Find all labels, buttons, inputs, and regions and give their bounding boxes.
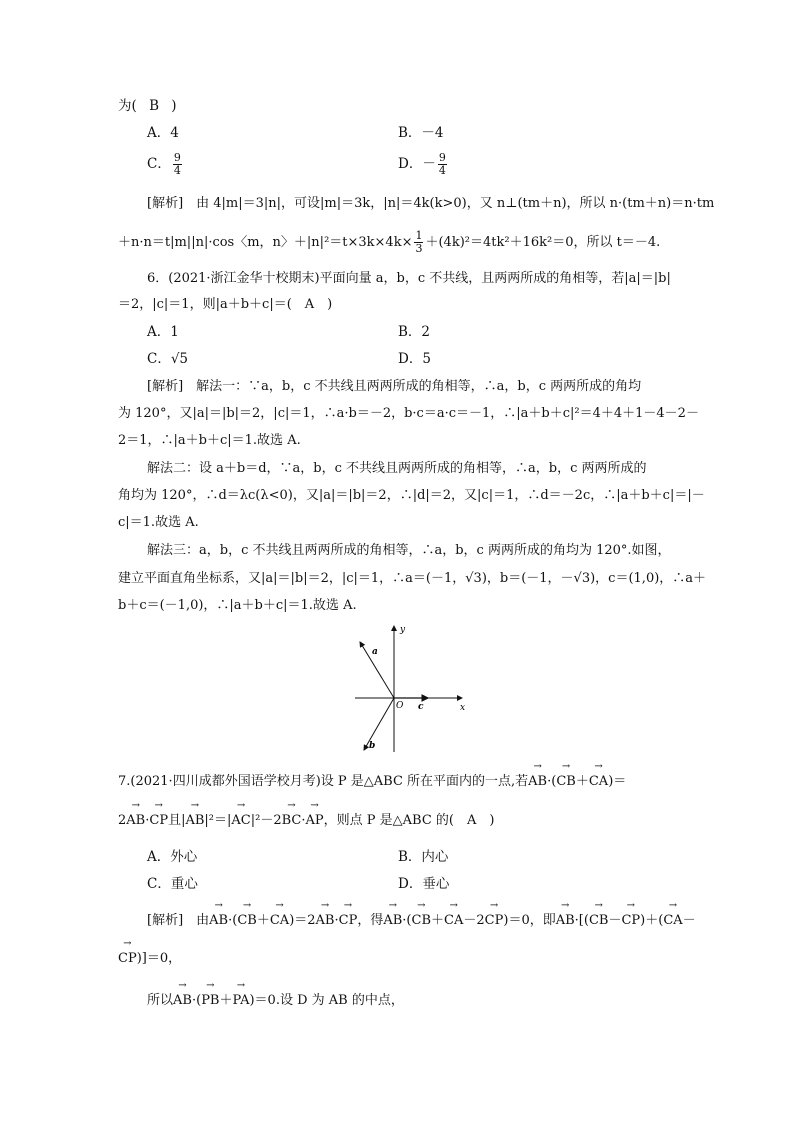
q7-solution-line3: 所以→ AB·(→ PB＋→ PA)＝0.设 D 为 AB 的中点， [147,992,404,1010]
vector-bc: → BC [282,812,302,830]
vector-cb: → CB [412,912,432,930]
q7-stem-end: ，则点 P 是△ABC 的( A ) [323,813,495,828]
q5-option-d [398,152,449,177]
frac-den: 4 [173,164,181,177]
vector-ab: → AB [185,812,204,830]
q6-sol2-line1: 解法二：设 a＋b＝d，∵a，b，c 不共线且两两所成的角相等，∴a，b，c 两两所成的 [147,461,647,476]
vector-ab: → AB [383,912,402,930]
q5-option-b: B．－4 [398,125,444,141]
q6-sol3-line1: 解法三：a，b，c 不共线且两两所成的角相等，∴a，b，c 两两所成的角均为 120°.如图， [147,543,671,558]
q7-last-end: ＝0.设 D 为 AB 的中点， [254,993,404,1008]
q6-option-a: A．1 [147,324,179,340]
q7-stem-line1: 7.(2021·四川成都外国语学校月考)设 P 是△ABC 所在平面内的一点,若→ AB·(→ CB＋→ CA)＝ [118,773,626,791]
vector-cp: → CP [339,912,358,930]
q6-sol1-line1: [解析] 解法一：∵a，b，c 不共线且两两所成的角相等，∴a，b，c 两两所成的角均 [147,379,642,394]
vector-cp: → CP [621,912,640,930]
label-a: a [372,647,378,657]
label-y: y [400,625,406,635]
q6-sol2-line2: 角均为 120°，∴d＝λc(λ<0)，又|a|＝|b|＝2，∴|d|＝2，又|c|＝1，∴d＝－2c，∴|a＋b＋c|＝|－ [118,488,705,503]
q5-option-d-fraction [438,152,447,177]
vector-ac: → AC [231,812,250,830]
q5-prefix: 为( [118,98,137,114]
q5-solution-line2 [118,230,660,255]
q6-sol2-line3: c|＝1.故选 A. [118,515,199,530]
vector-ca: → CA [663,912,682,930]
q5-sol-part-b: ＋(4k)²＝4tk²＋16k²＝0，所以 t＝－4. [425,235,661,250]
q7-stem-line2: 2→ AB·→ CP且|→ AB|²＝|→ AC|²－2→ BC·→ AP，则点 P 是△ABC 的( A ) [118,812,494,830]
q6-option-b: B．2 [398,324,431,340]
q5-option-d-label: D．－ [398,156,436,172]
q7-stem-text: 7.(2021·四川成都外国语学校月考)设 P 是△ABC 所在平面内的一点,若 [118,774,529,789]
vector-pa: → PA [233,992,250,1010]
q5-option-c-label: C． [147,156,171,172]
q5-sol-part-a: ＋n·n＝t|m||n|·cos〈m，n〉＋|n|²＝t×3k×4k× [118,235,413,250]
vector-cp: → CP [485,912,504,930]
vector-cb: → CB [237,912,257,930]
q6-stem-line2: ＝2，|c|＝1，则|a＋b＋c|＝( A ) [118,297,333,312]
q5-answer: B [149,98,159,114]
vector-ap: → AP [306,812,324,830]
vector-ab: → AB [126,812,145,830]
q6-option-d: D．5 [398,351,431,367]
vector-cb: → CB [556,773,576,791]
q7-sol-prefix: [解析] 由 [147,913,210,928]
q6-stem-line1: 6．(2021·浙江金华十校期末)平面向量 a，b，c 不共线，且两两所成的角相等，若|a|＝|b| [147,271,671,286]
vector-ab: → AB [556,912,575,930]
frac-num: 9 [438,151,446,164]
q7-option-c: C．重心 [147,876,198,892]
q7-option-d: D．垂心 [398,876,450,892]
vector-ab: → AB [173,992,192,1010]
frac-num: 1 [415,229,423,242]
q5-option-c [147,152,184,177]
vector-ca: → CA [270,912,289,930]
q6-sol3-line2: 建立平面直角坐标系，又|a|＝|b|＝2，|c|＝1，∴a＝(－1，√3)，b＝(－1，－√3)，c＝(1,0)，∴a＋ [118,571,707,586]
q6-option-c: C．√5 [147,351,189,367]
q7-option-b: B．内心 [398,849,449,865]
q5-option-a: A．4 [147,125,179,141]
q5-suffix: ) [171,98,177,114]
q7-sol-end: ]＝0， [141,951,182,966]
frac-den: 4 [438,164,446,177]
q6-sol3-line3: b＋c＝(－1,0)，∴|a＋b＋c|＝1.故选 A. [118,598,357,613]
q7-sol-mid2: ＝0，即 [508,913,556,928]
q7-option-a: A．外心 [147,849,198,865]
q5-sol-fraction [414,230,423,255]
label-c: c [418,702,424,712]
vector-coordinate-figure [350,620,470,755]
q5-answer-line [118,97,177,115]
q6-sol1-line3: 2＝1，∴|a＋b＋c|＝1.故选 A. [118,433,301,448]
vector-cb: → CB [589,912,609,930]
vector-ca: → CA [589,773,608,791]
q7-last-prefix: 所以 [147,993,174,1008]
vector-ca: → CA [444,912,463,930]
vector-pb: → PB [201,992,219,1010]
vector-cp: → CP [149,812,168,830]
q7-sol-mid: ，得 [357,913,384,928]
q6-sol1-line2: 为 120°，又|a|＝|b|＝2，|c|＝1，∴a·b＝－2，b·c＝a·c＝－1，∴|a＋b＋c|²＝4＋4＋1－4－2－ [118,406,699,421]
vector-ab: → AB [209,912,228,930]
q5-option-c-fraction [173,152,182,177]
q7-solution-line2: → CP)]＝0， [118,950,181,968]
q5-solution-line1: [解析] 由 4|m|＝3|n|，可设|m|＝3k，|n|＝4k(k>0)，又 n⊥(tm＋n)，所以 n·(tm＋n)＝n·tm [147,196,715,211]
label-o: O [396,701,404,711]
label-b: b [369,741,376,751]
vector-cp: → CP [118,950,137,968]
q7-solution-line1: [解析] 由→ AB·(→ CB＋→ CA)＝2→ AB·→ CP，得→ AB·(→ CB＋→ CA－2→ CP)＝0，即→ AB·[(→ CB－→ CP)＋(→ CA－ [147,912,696,930]
label-x: x [460,703,466,713]
frac-num: 9 [173,151,181,164]
frac-den: 3 [415,242,423,255]
vector-ab: → AB [316,912,335,930]
vector-ab: → AB [528,773,547,791]
